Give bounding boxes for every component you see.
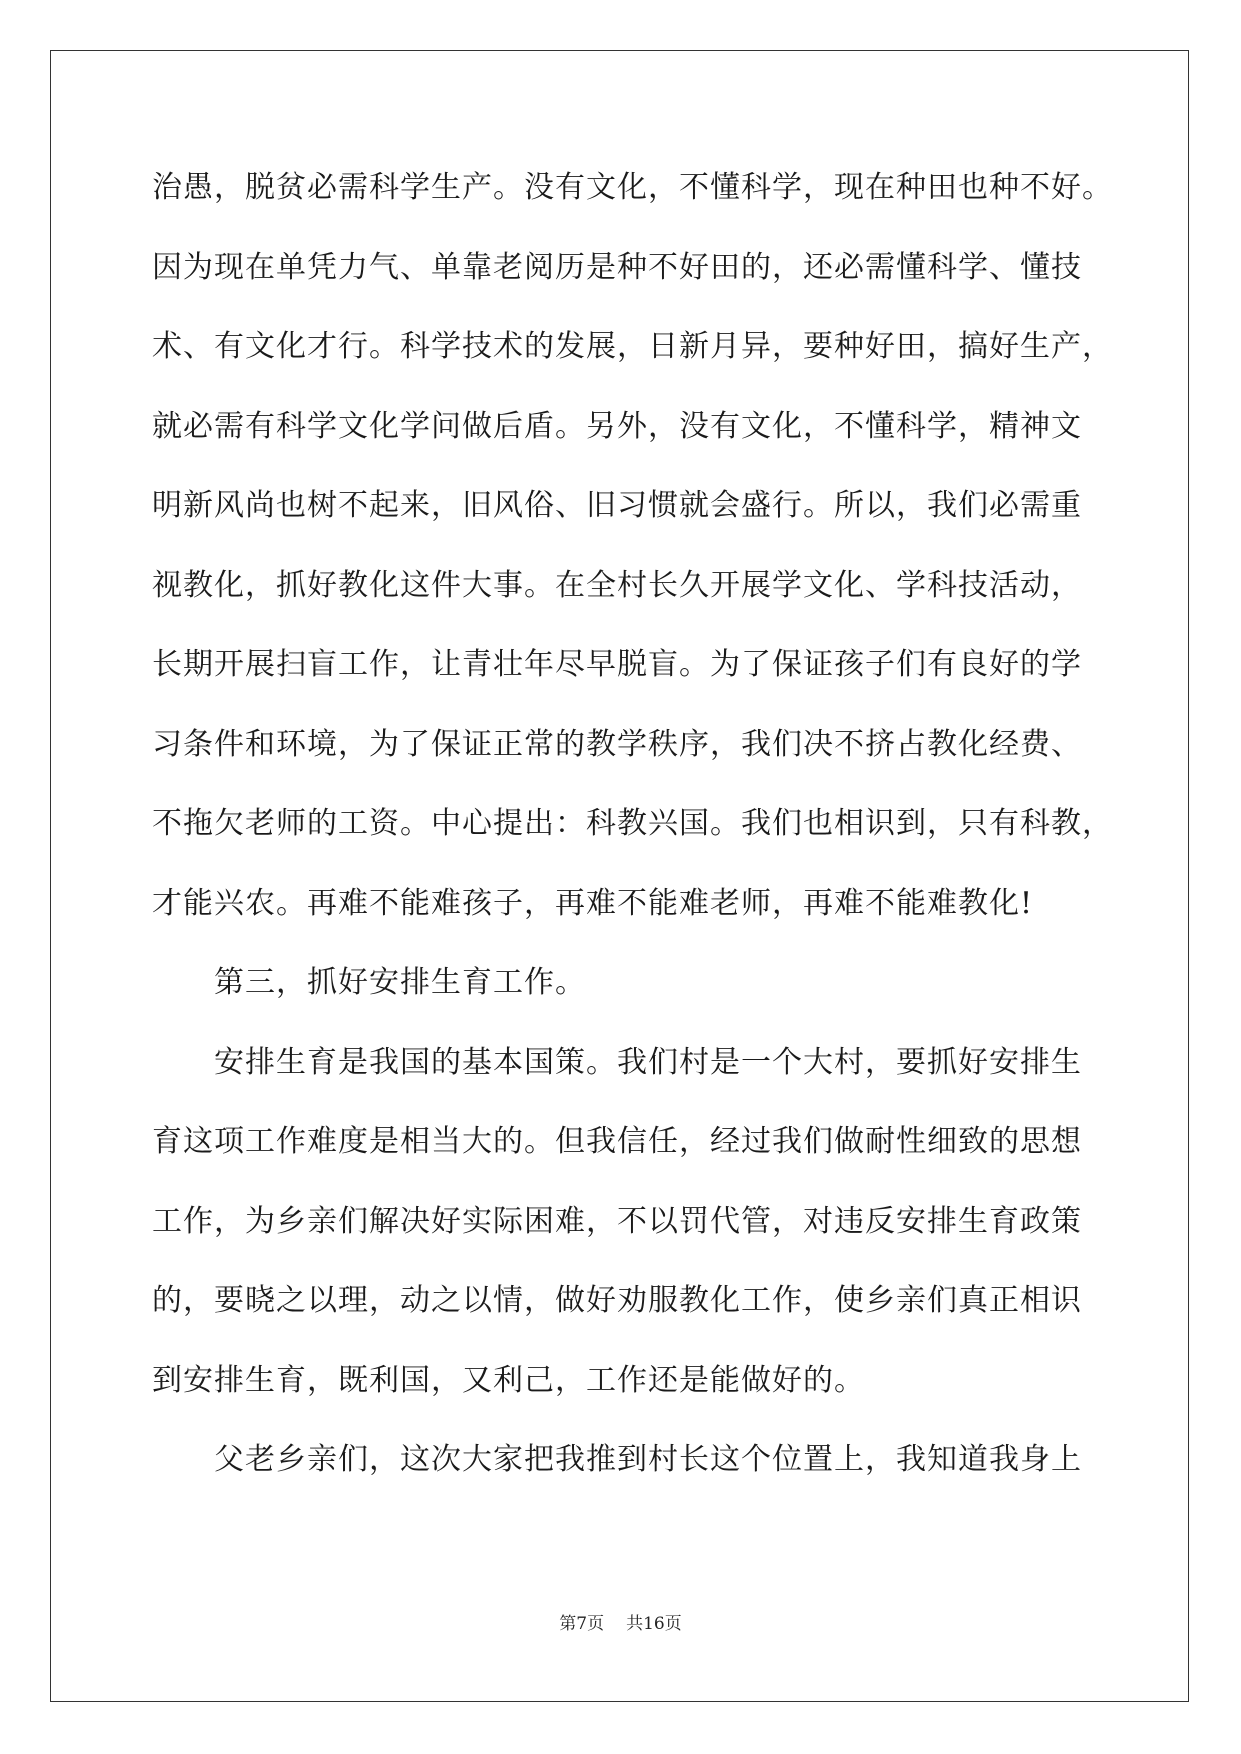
text-line: 到安排生育，既利国，又利己，工作还是能做好的。 <box>152 1362 865 1398</box>
text-line: 育这项工作难度是相当大的。但我信任，经过我们做耐性细致的思想 <box>152 1124 1082 1159</box>
text-line: 因为现在单凭力气、单靠老阅历是种不好田的，还必需懂科学、懂技 <box>152 249 1082 285</box>
section-heading: 第三，抓好安排生育工作。 <box>214 965 586 1000</box>
text-line: 术、有文化才行。科学技术的发展，日新月异，要种好田，搞好生产， <box>152 329 1113 364</box>
text-line: 习条件和环境，为了保证正常的教学秩序，我们决不挤占教化经费、 <box>152 726 1082 762</box>
text-line: 就必需有科学文化学问做后盾。另外，没有文化，不懂科学，精神文 <box>152 408 1082 444</box>
text-line: 工作，为乡亲们解决好实际困难，不以罚代管，对违反安排生育政策 <box>152 1203 1082 1239</box>
text-line: 的，要晓之以理，动之以情，做好劝服教化工作，使乡亲们真正相识 <box>152 1283 1082 1318</box>
paragraph-start-line: 安排生育是我国的基本国策。我们村是一个大村，要抓好安排生 <box>214 1044 1082 1080</box>
document-body <box>152 168 1113 1520</box>
text-line: 长期开展扫盲工作，让青壮年尽早脱盲。为了保证孩子们有良好的学 <box>152 647 1082 682</box>
paragraph-start-line: 父老乡亲们，这次大家把我推到村长这个位置上，我知道我身上 <box>214 1442 1082 1477</box>
text-line: 视教化，抓好教化这件大事。在全村长久开展学文化、学科技活动， <box>152 567 1082 603</box>
text-line: 治愚，脱贫必需科学生产。没有文化，不懂科学，现在种田也种不好。 <box>152 170 1113 205</box>
text-line: 不拖欠老师的工资。中心提出：科教兴国。我们也相识到，只有科教， <box>152 806 1113 841</box>
page-number-current: 第7页 <box>559 1614 605 1634</box>
page-footer <box>0 1612 1241 1636</box>
text-line: 才能兴农。再难不能难孩子，再难不能难老师，再难不能难教化! <box>152 885 1034 921</box>
text-line: 明新风尚也树不起来，旧风俗、旧习惯就会盛行。所以，我们必需重 <box>152 488 1082 523</box>
page-number-total: 共16页 <box>626 1614 682 1634</box>
